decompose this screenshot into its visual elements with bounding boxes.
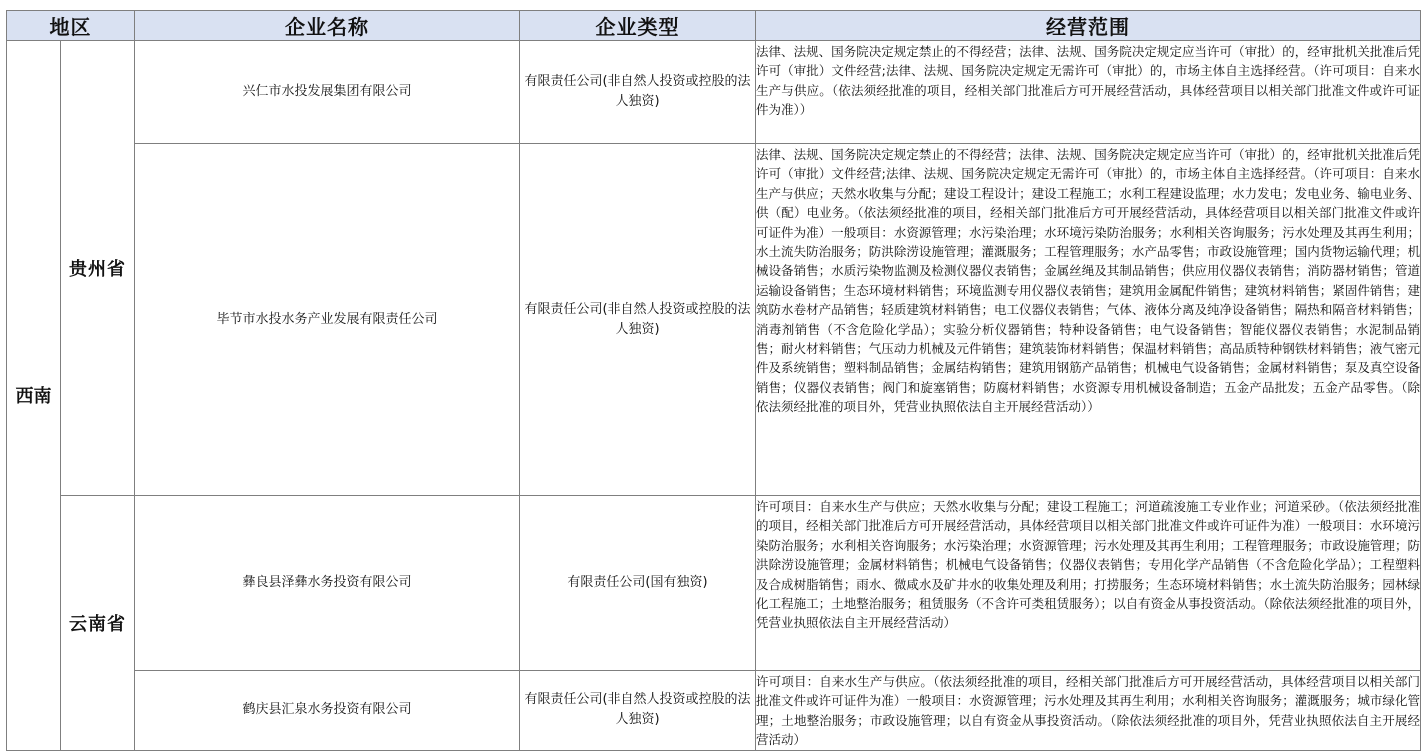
company-type-cell: 有限责任公司(非自然人投资或控股的法人独资) [520,144,756,496]
header-row [7,11,1421,41]
enterprise-table [6,10,1421,751]
business-scope-text: 法律、法规、国务院决定规定禁止的不得经营；法律、法规、国务院决定规定应当许可（审批）的，经审批机关批准后凭许可（审批）文件经营;法律、法规、国务院决定规定无需许可（审批）的，市场主体自主选择经营。（许可项目：自来水生产与供应；天然水收集与分配；建设工程设计；建设工程施工；水利工程建设监理；水力发电；发电业务、输电业务、供（配）电业务。（依法须经批准的项目，经相关部门批准后方可开展经营活动，具体经营项目以相关部门批准文件或许可证件为准）一般项目：水资源管理；水污染治理；水环境污染防治服务；水利相关咨询服务；污水处理及其再生利用；水土流失防治服务；防洪除涝设施管理；灌溉服务；工程管理服务；水产品零售；市政设施管理；国内货物运输代理；机械设备销售；水质污染物监测及检测仪器仪表销售；金属丝绳及其制品销售；供应用仪器仪表销售；消防器材销售；管道运输设备销售；生态环境材料销售；环境监测专用仪器仪表销售；建筑用金属配件销售；建筑材料销售；紧固件销售；建筑防水卷材产品销售；轻质建筑材料销售；电工仪器仪表销售；气体、液体分离及纯净设备销售；隔热和隔音材料销售；消毒剂销售（不含危险化学品）；实验分析仪器销售；特种设备销售；电气设备销售；智能仪器仪表销售；水泥制品销售；耐火材料销售；气压动力机械及元件销售；建筑装饰材料销售；保温材料销售；高品质特种钢铁材料销售；液气密元件及系统销售；塑料制品销售；金属结构销售；建筑用钢筋产品销售；机械电气设备销售；金属材料销售；泵及真空设备销售；仪器仪表销售；阀门和旋塞销售；防腐材料销售；水资源专用机械设备制造；五金产品批发；五金产品零售。（除依法须经批准的项目外，凭营业执照依法自主开展经营活动）） [756,147,1420,415]
company-type-cell: 有限责任公司(国有独资) [520,496,756,671]
business-scope-cell [756,41,1421,144]
header-company-type: 企业类型 [520,11,756,41]
table-row [7,671,1421,751]
header-region: 地区 [7,11,135,41]
company-type-cell: 有限责任公司(非自然人投资或控股的法人独资) [520,671,756,751]
header-company-name: 企业名称 [135,11,520,41]
company-name-cell: 兴仁市水投发展集团有限公司 [135,41,520,144]
province-cell-guizhou: 贵州省 [61,41,135,496]
province-cell-yunnan: 云南省 [61,496,135,751]
region-cell: 西南 [7,41,61,751]
business-scope-text: 许可项目：自来水生产与供应。（依法须经批准的项目，经相关部门批准后方可开展经营活动，具体经营项目以相关部门批准文件或许可证件为准）一般项目：水资源管理；污水处理及其再生利用；水利相关咨询服务；灌溉服务；城市绿化管理；土地整治服务；市政设施管理；以自有资金从事投资活动。（除依法须经批准的项目外，凭营业执照依法自主开展经营活动） [756,674,1420,748]
table-row [7,144,1421,496]
company-name-cell: 彝良县泽彝水务投资有限公司 [135,496,520,671]
business-scope-cell [756,144,1421,496]
company-name-cell: 毕节市水投水务产业发展有限责任公司 [135,144,520,496]
business-scope-cell [756,496,1421,671]
company-type-cell: 有限责任公司(非自然人投资或控股的法人独资) [520,41,756,144]
header-business-scope: 经营范围 [756,11,1421,41]
table-row [7,496,1421,671]
table-row [7,41,1421,144]
business-scope-cell [756,671,1421,751]
company-name-cell: 鹤庆县汇泉水务投资有限公司 [135,671,520,751]
business-scope-text: 许可项目：自来水生产与供应；天然水收集与分配；建设工程施工；河道疏浚施工专业作业；河道采砂。（依法须经批准的项目，经相关部门批准后方可开展经营活动，具体经营项目以相关部门批准文件或许可证件为准）一般项目：水环境污染防治服务；水利相关咨询服务；水污染治理；水资源管理；污水处理及其再生利用；工程管理服务；市政设施管理；防洪除涝设施管理；金属材料销售；机械电气设备销售；仪器仪表销售；专用化学产品销售（不含危险化学品）；工程塑料及合成树脂销售；雨水、微咸水及矿井水的收集处理及利用；打捞服务；生态环境材料销售；水土流失防治服务；园林绿化工程施工；土地整治服务；租赁服务（不含许可类租赁服务）；以自有资金从事投资活动。（除依法须经批准的项目外，凭营业执照依法自主开展经营活动） [756,499,1420,631]
business-scope-text: 法律、法规、国务院决定规定禁止的不得经营；法律、法规、国务院决定规定应当许可（审批）的，经审批机关批准后凭许可（审批）文件经营;法律、法规、国务院决定规定无需许可（审批）的，市场主体自主选择经营。（许可项目：自来水生产与供应。（依法须经批准的项目，经相关部门批准后方可开展经营活动，具体经营项目以相关部门批准文件或许可证件为准）） [756,44,1420,118]
